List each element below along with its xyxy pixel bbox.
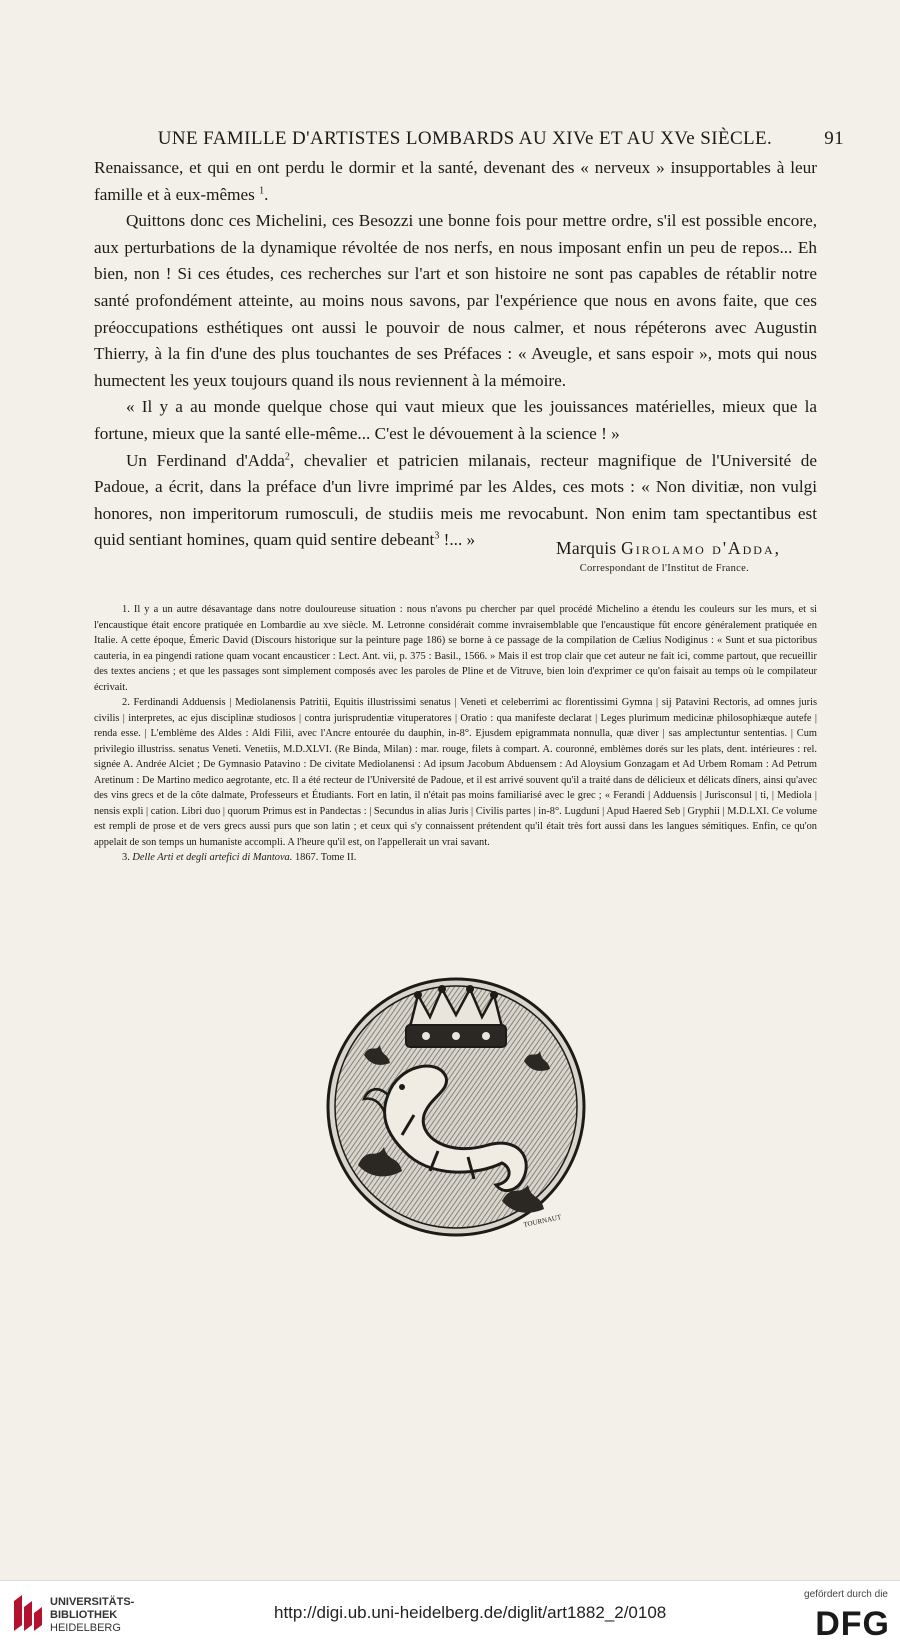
footnote-3-title: Delle Arti et degli artefici di Mantova. <box>132 852 293 863</box>
footnote-3-tail: 1867. Tome II. <box>292 852 357 863</box>
viewer-footer <box>0 1580 900 1648</box>
permalink-url[interactable]: http://digi.ub.uni-heidelberg.de/diglit/art1882_2/0108 <box>274 1603 667 1622</box>
library-name[interactable] <box>50 1596 134 1635</box>
signature-name: Girolamo d'Adda, <box>621 538 781 558</box>
paragraph-4-text-c: !... » <box>439 530 476 550</box>
footnote-3-number: 3. <box>122 852 133 863</box>
signature-prefix: Marquis <box>556 538 622 558</box>
library-name-line-3: HEIDELBERG <box>50 1622 121 1634</box>
page-number: 91 <box>824 128 844 149</box>
paragraph-1-text: Renaissance, et qui en ont perdu le dormir et la santé, devenant des « nerveux » insupportables à leur famille et à eux-mêmes <box>94 158 817 204</box>
footnotes <box>94 602 817 866</box>
running-head <box>92 128 844 150</box>
author-signature <box>94 538 817 574</box>
footnote-ref-2: 2 <box>284 450 290 462</box>
author-affiliation: Correspondant de l'Institut de France. <box>579 563 749 574</box>
university-library-logo-icon[interactable] <box>10 1593 44 1633</box>
paragraph-1: Renaissance, et qui en ont perdu le dormir et la santé, devenant des « nerveux » insupportables à leur famille et à eux-mêmes $^1$. <box>94 158 817 204</box>
funding-note: gefördert durch die <box>804 1589 888 1600</box>
paragraph-3: « Il y a au monde quelque chose qui vaut mieux que les jouissances matérielles, mieux que la fortune, mieux que la santé elle-même... C'est le dévouement à la science ! » <box>94 397 817 443</box>
main-text <box>94 155 817 554</box>
library-name-line-1: UNIVERSITÄTS- <box>50 1596 135 1608</box>
dfg-logo[interactable]: DFG <box>815 1605 890 1643</box>
footnote-2: 2. Ferdinandi Adduensis | Mediolanensis Patritii, Equitis illustrissimi senatus | Veneti et celeberrimi ac florentissimi Gymna | sij Patavini Rectoris, ad omnes juris civilis | interpretes, ac ejus disciplinæ studiosos | contra jurisprudentiæ vituperatores | Oratio : qua manifeste declarat | Leges plurimum medicinæ philosophiæque autefe | renda esse. | L'emblème des Aldes : Aldi Filii, avec l'Ancre entourée du dauphin, in-8°. Ejusdem epigrammata nonnulla, quæ diver | sas amplectuntur sententias. | Cum privilegio illustriss. senatus Veneti. Venetiis, M.D.XLVI. (Re Binda, Milan) : mar. rouge, filets à compart. A. couronné, emblèmes dorés sur les plats, dent. intérieures : rel. signée A. Andrée Alciet ; De Gymnasio Patavino : De civitate Mediolanensi : Ad ipsum Jacobum Abduensem : Ad Aloysium Gonzagam et Ad Urbem Romam : Ad Petrum Aretinum : De Martino medico aegrotante, etc. Il a été recteur de l'Université de Padoue, et il est arrivé souvent qu'il a traité dans de délicieux et délicats dîners, ainsi qu'avec des vins grecs et de la côte dalmate, Professeurs et Étudiants. Fort en latin, il n'était pas moins familiarisé avec le grec ; « Ferandi | Adduensis | Jurisconsul | ti, | Mediola | nensis expli | cation. Libri duo | quorum Primus est in Pandectas : | Secundus in alias Juris | Civilis partes | in-8°. Lugduni | Apud Haered Seb | Gryphii | M.D.LXI. Ce volume est rempli de prose et de vers grecs aussi purs que son latin ; et ceux qui s'y connaissent prétendent qu'il était très fort aussi dans les langues sémitiques. Enfin, ce qu'on appelait de son temps un humaniste accompli. A l'heure qu'il est, on l'appellerait un vrai savant. <box>94 697 817 848</box>
running-head-title: UNE FAMILLE D'ARTISTES LOMBARDS AU XIVe ET AU XVe SIÈCLE. <box>157 128 773 149</box>
paragraph-4-text-b: , chevalier et patricien milanais, recteur magnifique de l'Université de Padoue, a écrit, dans la préface d'un livre imprimé par les Aldes, ces mots : « Non divitiæ, non vulgi honores, non imperitorum rumosculi, de studiis meis me revocabunt. Non enim tam spectantibus est quid sentiant homines, quam quid sentire debeant <box>94 450 817 550</box>
footnote-1: 1. Il y a un autre désavantage dans notre douloureuse situation : nous n'avons pu chercher par quel procédé Michelino a étendu les couleurs sur les murs, et si l'encaustique était encore pratiquée en Lombardie au xve siècle. M. Letronne considérait comme invraisemblable que l'encaustique fût encore généralement pratiquée en Italie. A cette époque, Émeric David (Discours historique sur la peinture page 186) se borne à ce passage de la compilation de Cælius Nodiginus : « Sunt et sua pictoribus cauteria, in ea pingendi ratione quam vocant encausticer : Lect. Ant. vii, p. 375 : Basil., 1566. » Mais il est trop clair que cet auteur ne fait ici, comme partout, que recueillir des textes anciens ; et que les passages sont simplement composés avec les paroles de Pline et de Vitruve, bien loin d'exprimer ce qu'on faisait au temps où le compilateur écrivait. <box>94 604 817 693</box>
engraver-signature: TOURNAUT <box>522 1213 562 1229</box>
footnote-3 <box>94 850 817 866</box>
footnote-ref-3: 3 <box>434 530 440 542</box>
salamander-crown-vignette <box>318 965 593 1245</box>
library-name-line-2: BIBLIOTHEK <box>50 1609 118 1621</box>
paragraph-4-text-a: Un Ferdinand d'Adda <box>126 450 285 470</box>
paragraph-2: Quittons donc ces Michelini, ces Besozzi une bonne fois pour mettre ordre, s'il est possible encore, aux perturbations de la dynamique révoltée de nos nerfs, en nous imposant enfin un peu de repos... Eh bien, non ! Si ces études, ces recherches sur l'art et son histoire ne sont pas capables de rétablir notre santé profondément atteinte, au moins nous savons, par l'expérience que nous en avons faite, que ces préoccupations esthétiques ont aussi le pouvoir de nous calmer, et nous répéterons avec Augustin Thierry, à la fin d'une des plus touchantes de ses Préfaces : « Aveugle, et sans espoir », mots qui nous humectent les yeux toujours quand ils nous reviennent à la mémoire. <box>94 211 817 390</box>
footnote-ref-1: 1 <box>259 184 265 196</box>
